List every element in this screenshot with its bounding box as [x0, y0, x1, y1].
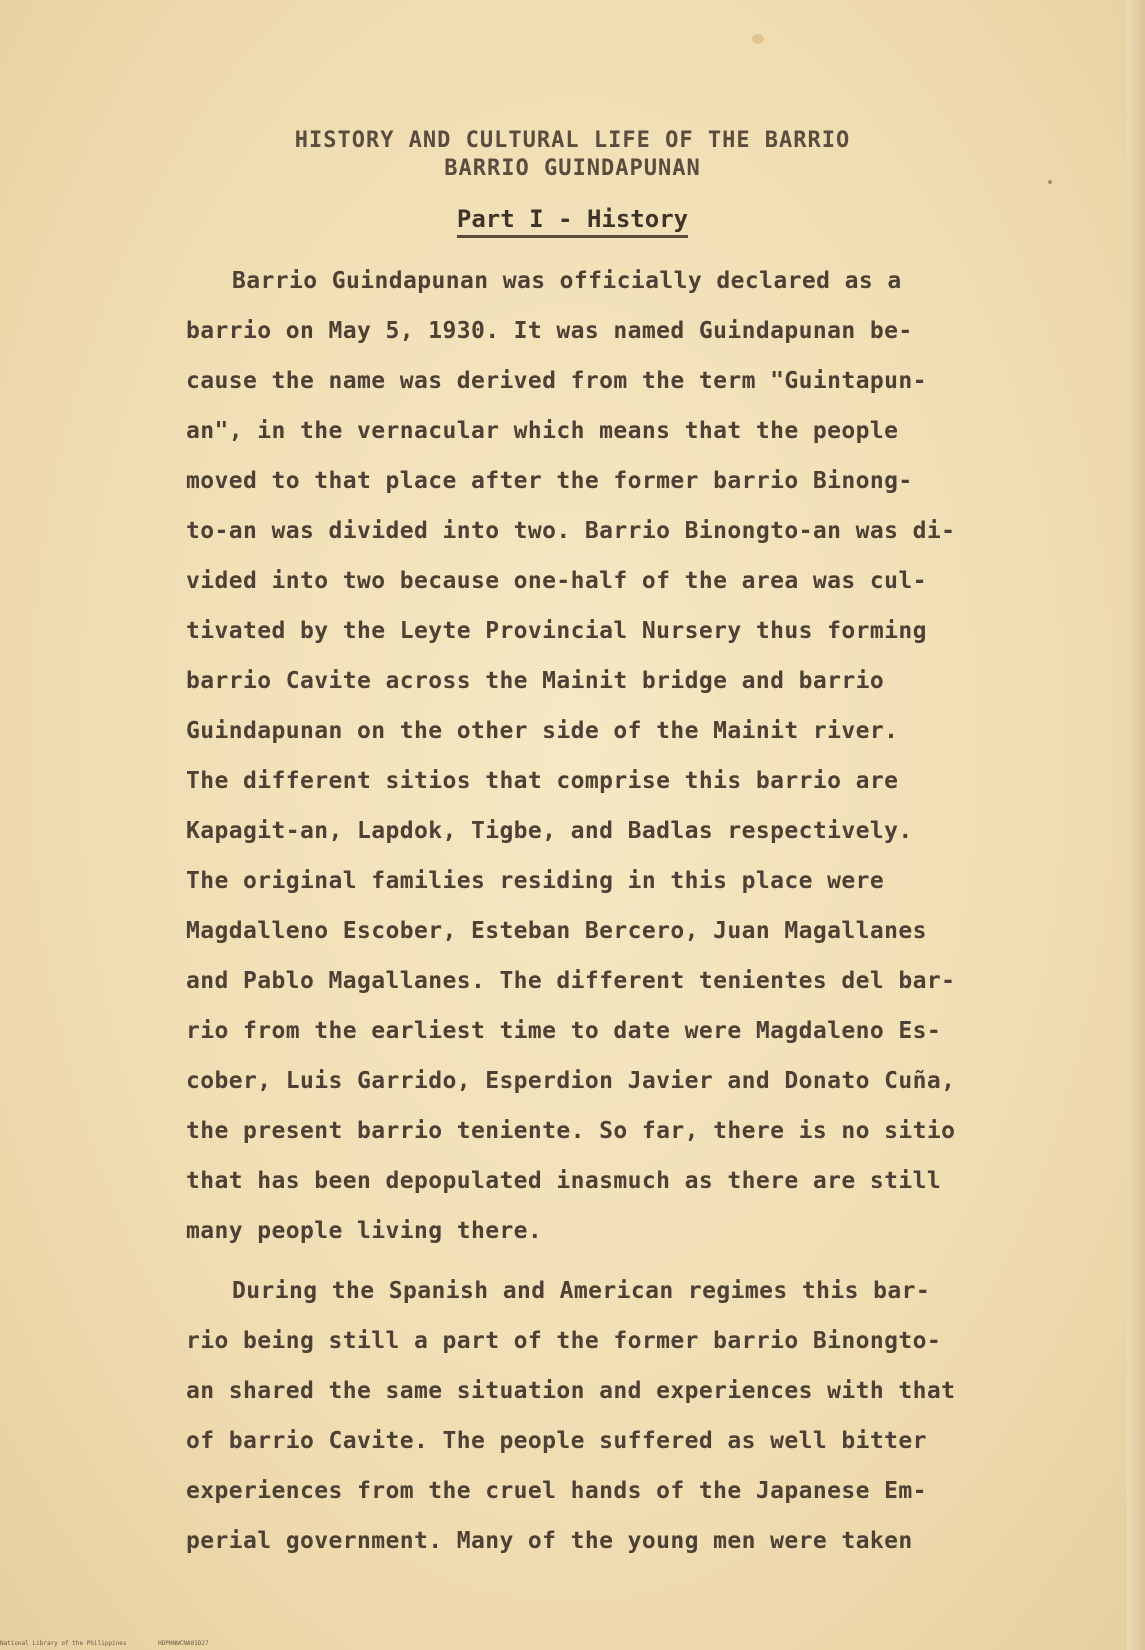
text-line: The original families residing in this place were: [186, 868, 885, 894]
document-title: HISTORY AND CULTURAL LIFE OF THE BARRIO: [294, 128, 851, 153]
part-heading-text: Part I - History: [457, 205, 688, 238]
text-line: the present barrio teniente. So far, there is no sitio: [186, 1118, 956, 1144]
footer-id-label: HDPHNWCNA01D27: [158, 1640, 209, 1647]
text-line: moved to that place after the former barrio Binong-: [186, 468, 913, 494]
page-edge: [1127, 0, 1145, 1650]
text-line: The different sitios that comprise this barrio are: [186, 768, 899, 794]
text-line: that has been depopulated inasmuch as there are still: [186, 1168, 942, 1194]
text-line: tivated by the Leyte Provincial Nursery thus forming: [186, 618, 927, 644]
text-line: Kapagit-an, Lapdok, Tigbe, and Badlas respectively.: [186, 818, 913, 844]
text-line: cober, Luis Garrido, Esperdion Javier and Donato Cuña,: [186, 1068, 956, 1094]
text-line: rio from the earliest time to date were Magdaleno Es-: [186, 1018, 942, 1044]
text-line: Magdalleno Escober, Esteban Bercero, Juan Magallanes: [186, 918, 927, 944]
text-line: experiences from the cruel hands of the Japanese Em-: [186, 1478, 927, 1504]
text-line: to-an was divided into two. Barrio Binongto-an was di-: [186, 518, 956, 544]
text-line: an", in the vernacular which means that the people: [186, 418, 899, 444]
paper-stain: [752, 34, 764, 44]
text-line: and Pablo Magallanes. The different tenientes del bar-: [186, 968, 956, 994]
text-line: of barrio Cavite. The people suffered as well bitter: [186, 1428, 927, 1454]
text-line: many people living there.: [186, 1218, 543, 1244]
document-subtitle: BARRIO GUINDAPUNAN: [444, 156, 701, 181]
footer-library-label: National Library of the Philippines: [0, 1640, 127, 1647]
part-heading: [0, 205, 1145, 233]
text-line: barrio on May 5, 1930. It was named Guindapunan be-: [186, 318, 913, 344]
text-line: vided into two because one-half of the area was cul-: [186, 568, 927, 594]
text-line: an shared the same situation and experiences with that: [186, 1378, 956, 1404]
text-line: barrio Cavite across the Mainit bridge and barrio: [186, 668, 885, 694]
footer: [0, 1640, 237, 1647]
text-line: perial government. Many of the young men were taken: [186, 1528, 913, 1554]
text-line: cause the name was derived from the term "Guintapun-: [186, 368, 927, 394]
text-line: rio being still a part of the former barrio Binongto-: [186, 1328, 942, 1354]
text-line: During the Spanish and American regimes this bar-: [232, 1278, 931, 1304]
text-line: Barrio Guindapunan was officially declared as a: [232, 268, 902, 294]
text-line: Guindapunan on the other side of the Mainit river.: [186, 718, 899, 744]
